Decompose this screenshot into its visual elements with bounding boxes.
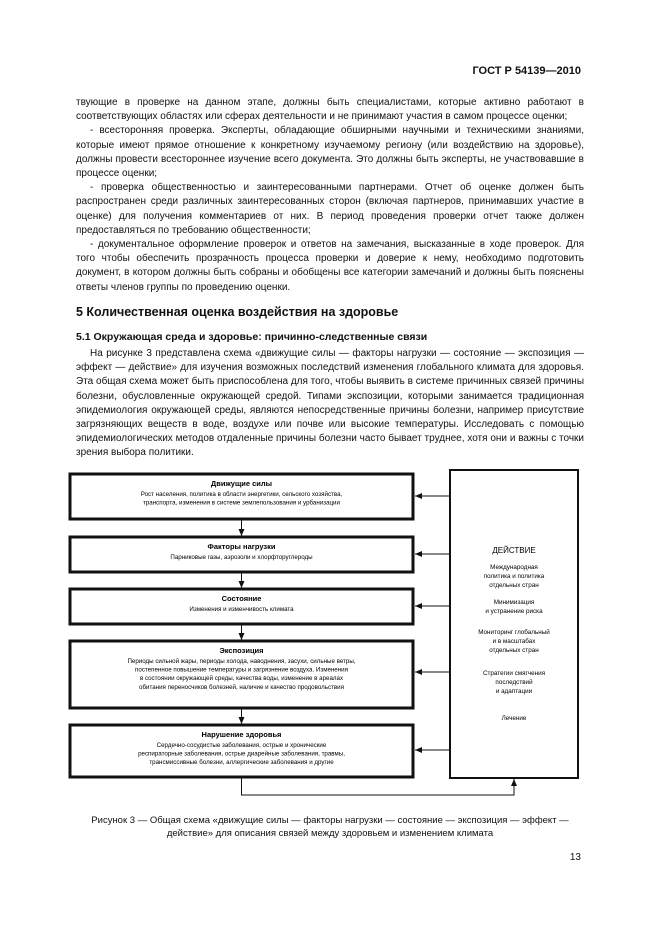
action-item: отдельных стран (489, 582, 539, 589)
drivers-box (70, 474, 413, 519)
box-line: Рост населения, политика в области энергетики, сельского хозяйства, (140, 491, 343, 498)
box-title: Экспозиция (219, 646, 264, 655)
pressures-box (70, 537, 413, 572)
paragraph: - всесторонняя проверка. Эксперты, обладающие обширными научными и техническими знаниями, которые имеют прямое отношение к конкретному изучаемому региону (или воздействию на здоровье), должны провести всестороннее изучение всего документа. Это должны быть эксперты, не участвовавшие в процессе оценки; (76, 125, 584, 180)
paragraph: твующие в проверке на данном этапе, должны быть специалистами, которые активно работают в соответствующих областях или сферах деятельности и не принимают участия в самом процессе оценки; (76, 97, 584, 123)
document-code: ГОСТ Р 54139—2010 (472, 65, 581, 77)
box-line: трансмиссивные болезни, аллергические заболевания и другие (149, 759, 334, 767)
action-item: отдельных стран (489, 647, 539, 654)
box-line: Парниковые газы, аэрозоли и хлорфторуглероды (170, 554, 313, 561)
action-item: последствий (495, 679, 533, 686)
box-line: респираторные заболевания, острые диарейные заболевания, травмы, (138, 750, 345, 758)
action-box (450, 470, 578, 778)
health-effects-box (70, 725, 413, 777)
box-line: обитания переносчиков болезней, наличие и качество продовольствия (139, 683, 344, 691)
action-item: Стратегии смягчения (482, 670, 546, 677)
subsection-title: 5.1 Окружающая среда и здоровье: причинно-следственные связи (76, 331, 428, 343)
box-line: в состоянии окружающей среды, качества воды, изменение в ареалах (139, 675, 344, 683)
box-line: Сердечно-сосудистые заболевания, острые и хронические (156, 742, 327, 749)
action-item: Лечение (501, 715, 527, 722)
action-item: и адаптации (495, 688, 533, 695)
action-item: Минимизация (493, 599, 535, 606)
action-item: Мониторинг глобальный (478, 629, 550, 636)
box-title: Состояние (221, 594, 262, 603)
box-line: постепенное повышение температуры и загрязнение воздуха. Изменения (135, 666, 348, 674)
paragraph: - документальное оформление проверок и ответов на замечания, высказанные в ходе проверок. Для того чтобы обеспечить прозрачность процесса проверки и доверие к нему, необходимо подготовить документ, в котором должны быть собраны и обобщены все категории замечаний и должны быть пояснены ответы членов группы по проведению оценки. (76, 239, 584, 293)
box-title: Факторы нагрузки (207, 542, 276, 551)
page-number: 13 (569, 852, 581, 863)
section-title: 5 Количественная оценка воздействия на здоровье (76, 305, 399, 319)
paragraph: На рисунке 3 представлена схема «движущие силы — факторы нагрузки — состояние — экспозиция — эффект — действие» для изучения возможных последствий изменения глобального климата для здоровья. Эта общая схема может быть приспособлена для того, чтобы выявить в системе причинных связей причины болезни, обусловленные окружающей средой. Типами экспозиции, которыми занимается традиционная эпидемиология окружающей среды, являются непосредственные причины болезни, например присутствие загрязняющих веществ в воде, воздухе или почве или высокие температуры. Исследовать с помощью эпидемиологических методов отдаленные причины болезни часто бывает труднее, хотя они и важны с точки зрения выбора политики. (76, 348, 584, 459)
box-title: Движущие силы (210, 479, 273, 488)
box-line: Изменения и изменчивость климата (189, 606, 294, 613)
box-line: транспорта, изменения в системе землепользования и урбанизации (143, 499, 340, 507)
feedback-arrow (242, 777, 515, 795)
figure-caption: Рисунок 3 — Общая схема «движущие силы — факторы нагрузки — состояние — экспозиция — эффект — действие» для описания связей между здоровьем и изменением климата (91, 815, 569, 839)
action-item: и устранение риска (485, 608, 543, 615)
action-title: ДЕЙСТВИЕ (492, 546, 536, 555)
paragraph: - проверка общественностью и заинтересованными партнерами. Отчет об оценке должен быть распространен среди различных заинтересованных сторон (включая партнеров, принимавших участие в оценке) для получения комментариев от них. В период проведения проверки отчет также должен предоставляться по требованию общественности; (76, 182, 584, 236)
box-line: Периоды сильной жары, периоды холода, наводнения, засухи, сильные ветры, (127, 658, 356, 665)
box-title: Нарушение здоровья (201, 730, 282, 739)
action-item: и в масштабах (492, 638, 536, 645)
exposure-box (70, 641, 413, 708)
action-item: Международная (490, 564, 538, 571)
state-box (70, 589, 413, 624)
action-item: политика и политика (483, 573, 545, 580)
